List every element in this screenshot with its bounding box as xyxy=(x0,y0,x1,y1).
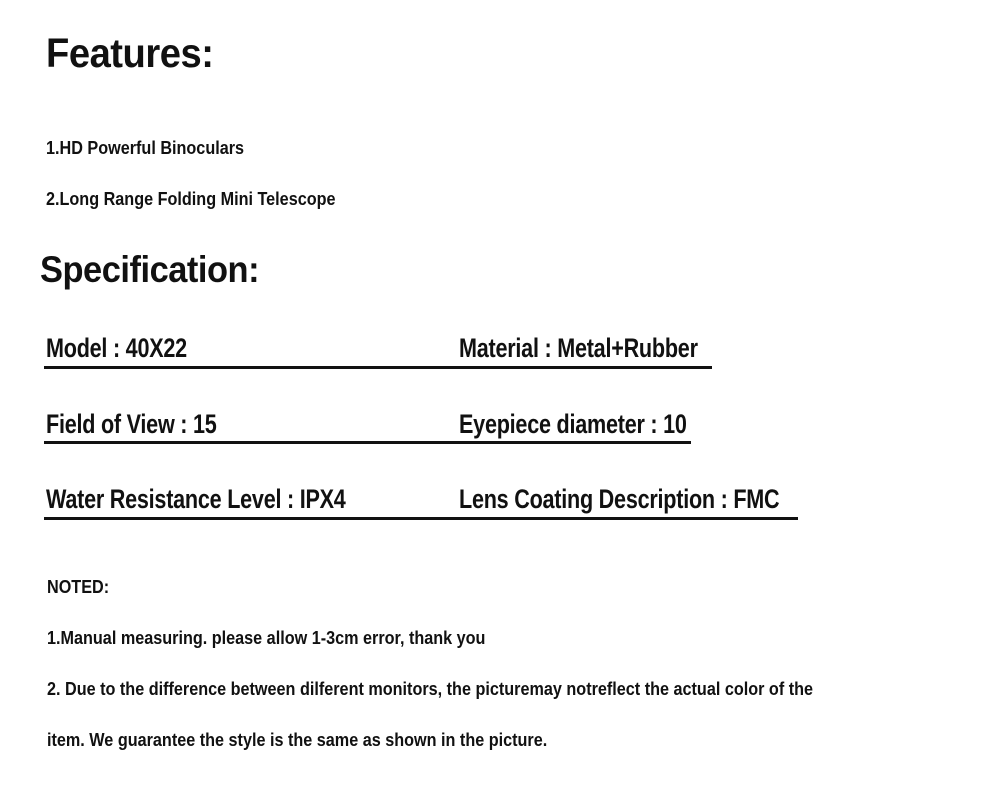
noted-line-2: 2. Due to the difference between dilferent monitors, the picturemay notreflect the actual color of the xyxy=(47,679,814,699)
noted-line-3: item. We guarantee the style is the same as shown in the picture. xyxy=(47,730,548,750)
spec-field-of-view: Field of View : 15 xyxy=(46,409,217,439)
spec-lens-coating: Lens Coating Description : FMC xyxy=(459,484,780,514)
spec-eyepiece-diameter: Eyepiece diameter : 10 xyxy=(459,409,687,439)
spec-water-resistance: Water Resistance Level : IPX4 xyxy=(46,484,346,514)
specification-heading: Specification: xyxy=(40,249,260,290)
noted-heading: NOTED: xyxy=(47,577,110,597)
features-heading: Features: xyxy=(46,30,214,76)
spec-material: Material : Metal+Rubber xyxy=(459,333,698,363)
feature-item-1: 1.HD Powerful Binoculars xyxy=(46,138,245,158)
feature-item-2: 2.Long Range Folding Mini Telescope xyxy=(46,189,336,209)
spec-row-2-underline xyxy=(44,441,691,444)
noted-line-1: 1.Manual measuring. please allow 1-3cm error, thank you xyxy=(47,628,486,648)
spec-model: Model : 40X22 xyxy=(46,333,187,363)
spec-row-1-underline xyxy=(44,366,712,369)
spec-row-3-underline xyxy=(44,517,798,520)
